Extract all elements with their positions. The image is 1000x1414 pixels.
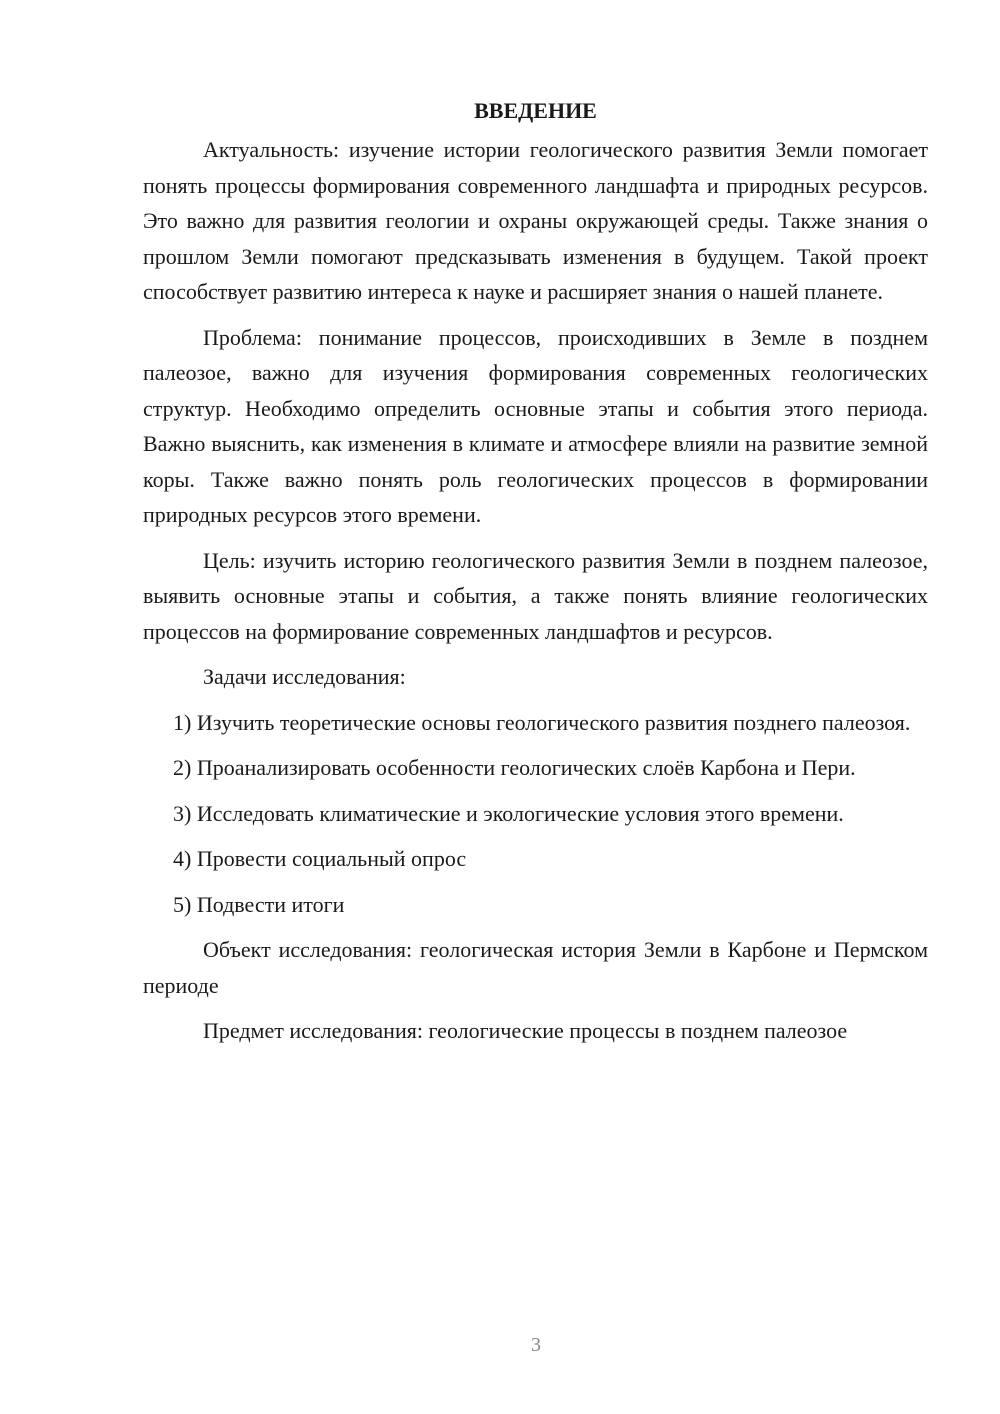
task-item-5: 5) Подвести итоги (173, 891, 345, 917)
tasks-heading: Задачи исследования: (203, 664, 406, 689)
task-item-4: 4) Провести социальный опрос (173, 846, 467, 871)
relevance-paragraph: Актуальность: изучение истории геологического развития Земли помогает понять процессы формирования современного ландшафта и природных ресурсов. Это важно для развития геологии и охраны окружающей среды. Также знания о прошлом Земли помогают предсказывать изменения в будущем. Такой проект способствует развитию интереса к науке и расширяет знания о нашей планете. (143, 137, 928, 304)
page-number: 3 (531, 1334, 541, 1356)
task-item-3: 3) Исследовать климатические и экологические условия этого времени. (173, 800, 844, 826)
page-title: ВВЕДЕНИЕ (474, 98, 597, 123)
task-item-1: 1) Изучить теоретические основы геологического развития позднего палеозоя. (173, 709, 911, 735)
document-page (143, 96, 928, 1059)
research-object-paragraph: Объект исследования: геологическая история Земли в Карбоне и Пермском периоде (143, 937, 928, 998)
research-subject-paragraph: Предмет исследования: геологические процессы в позднем палеозое (203, 1018, 848, 1043)
goal-paragraph: Цель: изучить историю геологического развития Земли в позднем палеозое, выявить основные этапы и события, а также понять влияние геологических процессов на формирование современных ландшафтов и ресурсов. (143, 547, 928, 644)
problem-paragraph: Проблема: понимание процессов, происходивших в Земле в позднем палеозое, важно для изучения формирования современных геологических структур. Необходимо определить основные этапы и события этого периода. Важно выяснить, как изменения в климате и атмосфере влияли на развитие земной коры. Также важно понять роль геологических процессов в формировании природных ресурсов этого времени. (143, 324, 928, 527)
task-item-2: 2) Проанализировать особенности геологических слоёв Карбона и Пери. (173, 755, 856, 780)
